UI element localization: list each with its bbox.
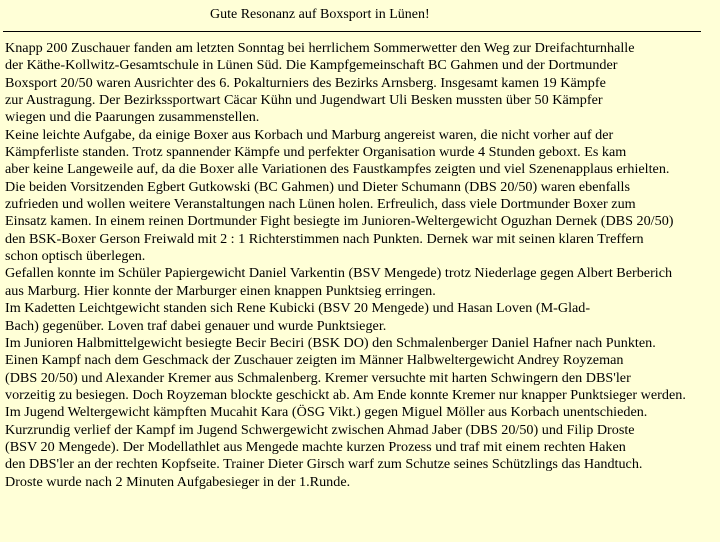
- article-line: (DBS 20/50) und Alexander Kremer aus Schmalenberg. Kremer versuchte mit harten Schwingern den DBS'ler: [5, 369, 631, 386]
- article-line: (BSV 20 Mengede). Der Modellathlet aus Mengede machte kurzen Prozess und traf mit einem rechten Haken: [5, 438, 626, 455]
- article-line: Einsatz kamen. In einem reinen Dortmunder Fight besiegte im Junioren-Weltergewicht Oguzhan Dernek (DBS 20/50): [5, 213, 674, 230]
- article-line: der Käthe-Kollwitz-Gesamtschule in Lünen Süd. Die Kampfgemeinschaft BC Gahmen und der Dortmunder: [5, 57, 618, 74]
- article-title: Gute Resonanz auf Boxsport in Lünen!: [210, 7, 430, 22]
- article-line: Boxsport 20/50 waren Ausrichter des 6. Pokalturniers des Bezirks Arnsberg. Insgesamt kamen 19 Kämpfe: [5, 74, 606, 91]
- article-line: Die beiden Vorsitzenden Egbert Gutkowski (BC Gahmen) und Dieter Schumann (DBS 20/50) waren ebenfalls: [5, 178, 630, 195]
- article-line: Kurzrundig verlief der Kampf im Jugend Schwergewicht zwischen Ahmad Jaber (DBS 20/50) und Filip Droste: [5, 421, 635, 438]
- article-line: zufrieden und wollen weitere Veranstaltungen nach Lünen holen. Erfreulich, dass viele Dortmunder Boxer zum: [5, 196, 636, 213]
- article-line: Kämpferliste standen. Trotz spannender Kämpfe und perfekter Organisation wurde 4 Stunden geboxt. Es kam: [5, 144, 627, 161]
- article-line: Keine leichte Aufgabe, da einige Boxer aus Korbach und Marburg angereist waren, die nicht vorher auf der: [5, 126, 614, 143]
- article-line: den DBS'ler an der rechten Kopfseite. Trainer Dieter Girsch warf zum Schutze seines Schützlings das Handtuch.: [5, 456, 643, 473]
- article-line: Droste wurde nach 2 Minuten Aufgabesieger in der 1.Runde.: [5, 473, 351, 490]
- article-line: zur Austragung. Der Bezirkssportwart Cäcar Kühn und Jugendwart Uli Besken mussten über 50 Kämpfer: [5, 92, 603, 109]
- article-line: Im Kadetten Leichtgewicht standen sich Rene Kubicki (BSV 20 Mengede) und Hasan Loven (M-Glad-: [5, 300, 591, 317]
- article-line: Im Junioren Halbmittelgewicht besiegte Becir Beciri (BSK DO) den Schmalenberger Daniel Hafner nach Punkten.: [5, 334, 656, 351]
- article-line: Gefallen konnte im Schüler Papiergewicht Daniel Varkentin (BSV Mengede) trotz Niederlage gegen Albert Berberich: [5, 265, 673, 282]
- article-line: wiegen und die Paarungen zusammenstellen.: [5, 109, 260, 126]
- title-divider: [3, 31, 701, 32]
- article-body: [5, 40, 717, 491]
- article-line: Einen Kampf nach dem Geschmack der Zuschauer zeigten im Männer Halbweltergewicht Andrey Royzeman: [5, 352, 624, 369]
- article-line: Im Jugend Weltergewicht kämpften Mucahit Kara (ÖSG Vikt.) gegen Miguel Möller aus Korbach unentschieden.: [5, 404, 648, 421]
- article-line: Knapp 200 Zuschauer fanden am letzten Sonntag bei herrlichem Sommerwetter den Weg zur Dreifachturnhalle: [5, 40, 635, 56]
- article-line: vorzeitig zu besiegen. Doch Royzeman blockte geschickt ab. Am Ende konnte Kremer nur knapper Punktsieger werden.: [5, 386, 686, 403]
- article-line: schon optisch überlegen.: [5, 248, 146, 265]
- article-line: Bach) gegenüber. Loven traf dabei genauer und wurde Punktsieger.: [5, 317, 387, 334]
- article-line: aber keine Langeweile auf, da die Boxer alle Variationen des Faustkampfes zeigten und viel Szenenapplaus erhielten.: [5, 161, 670, 178]
- article-line: den BSK-Boxer Gerson Freiwald mit 2 : 1 Richterstimmen nach Punkten. Dernek war mit seinen klaren Treffern: [5, 230, 644, 247]
- article-line: aus Marburg. Hier konnte der Marburger einen knappen Punktsieg erringen.: [5, 282, 436, 299]
